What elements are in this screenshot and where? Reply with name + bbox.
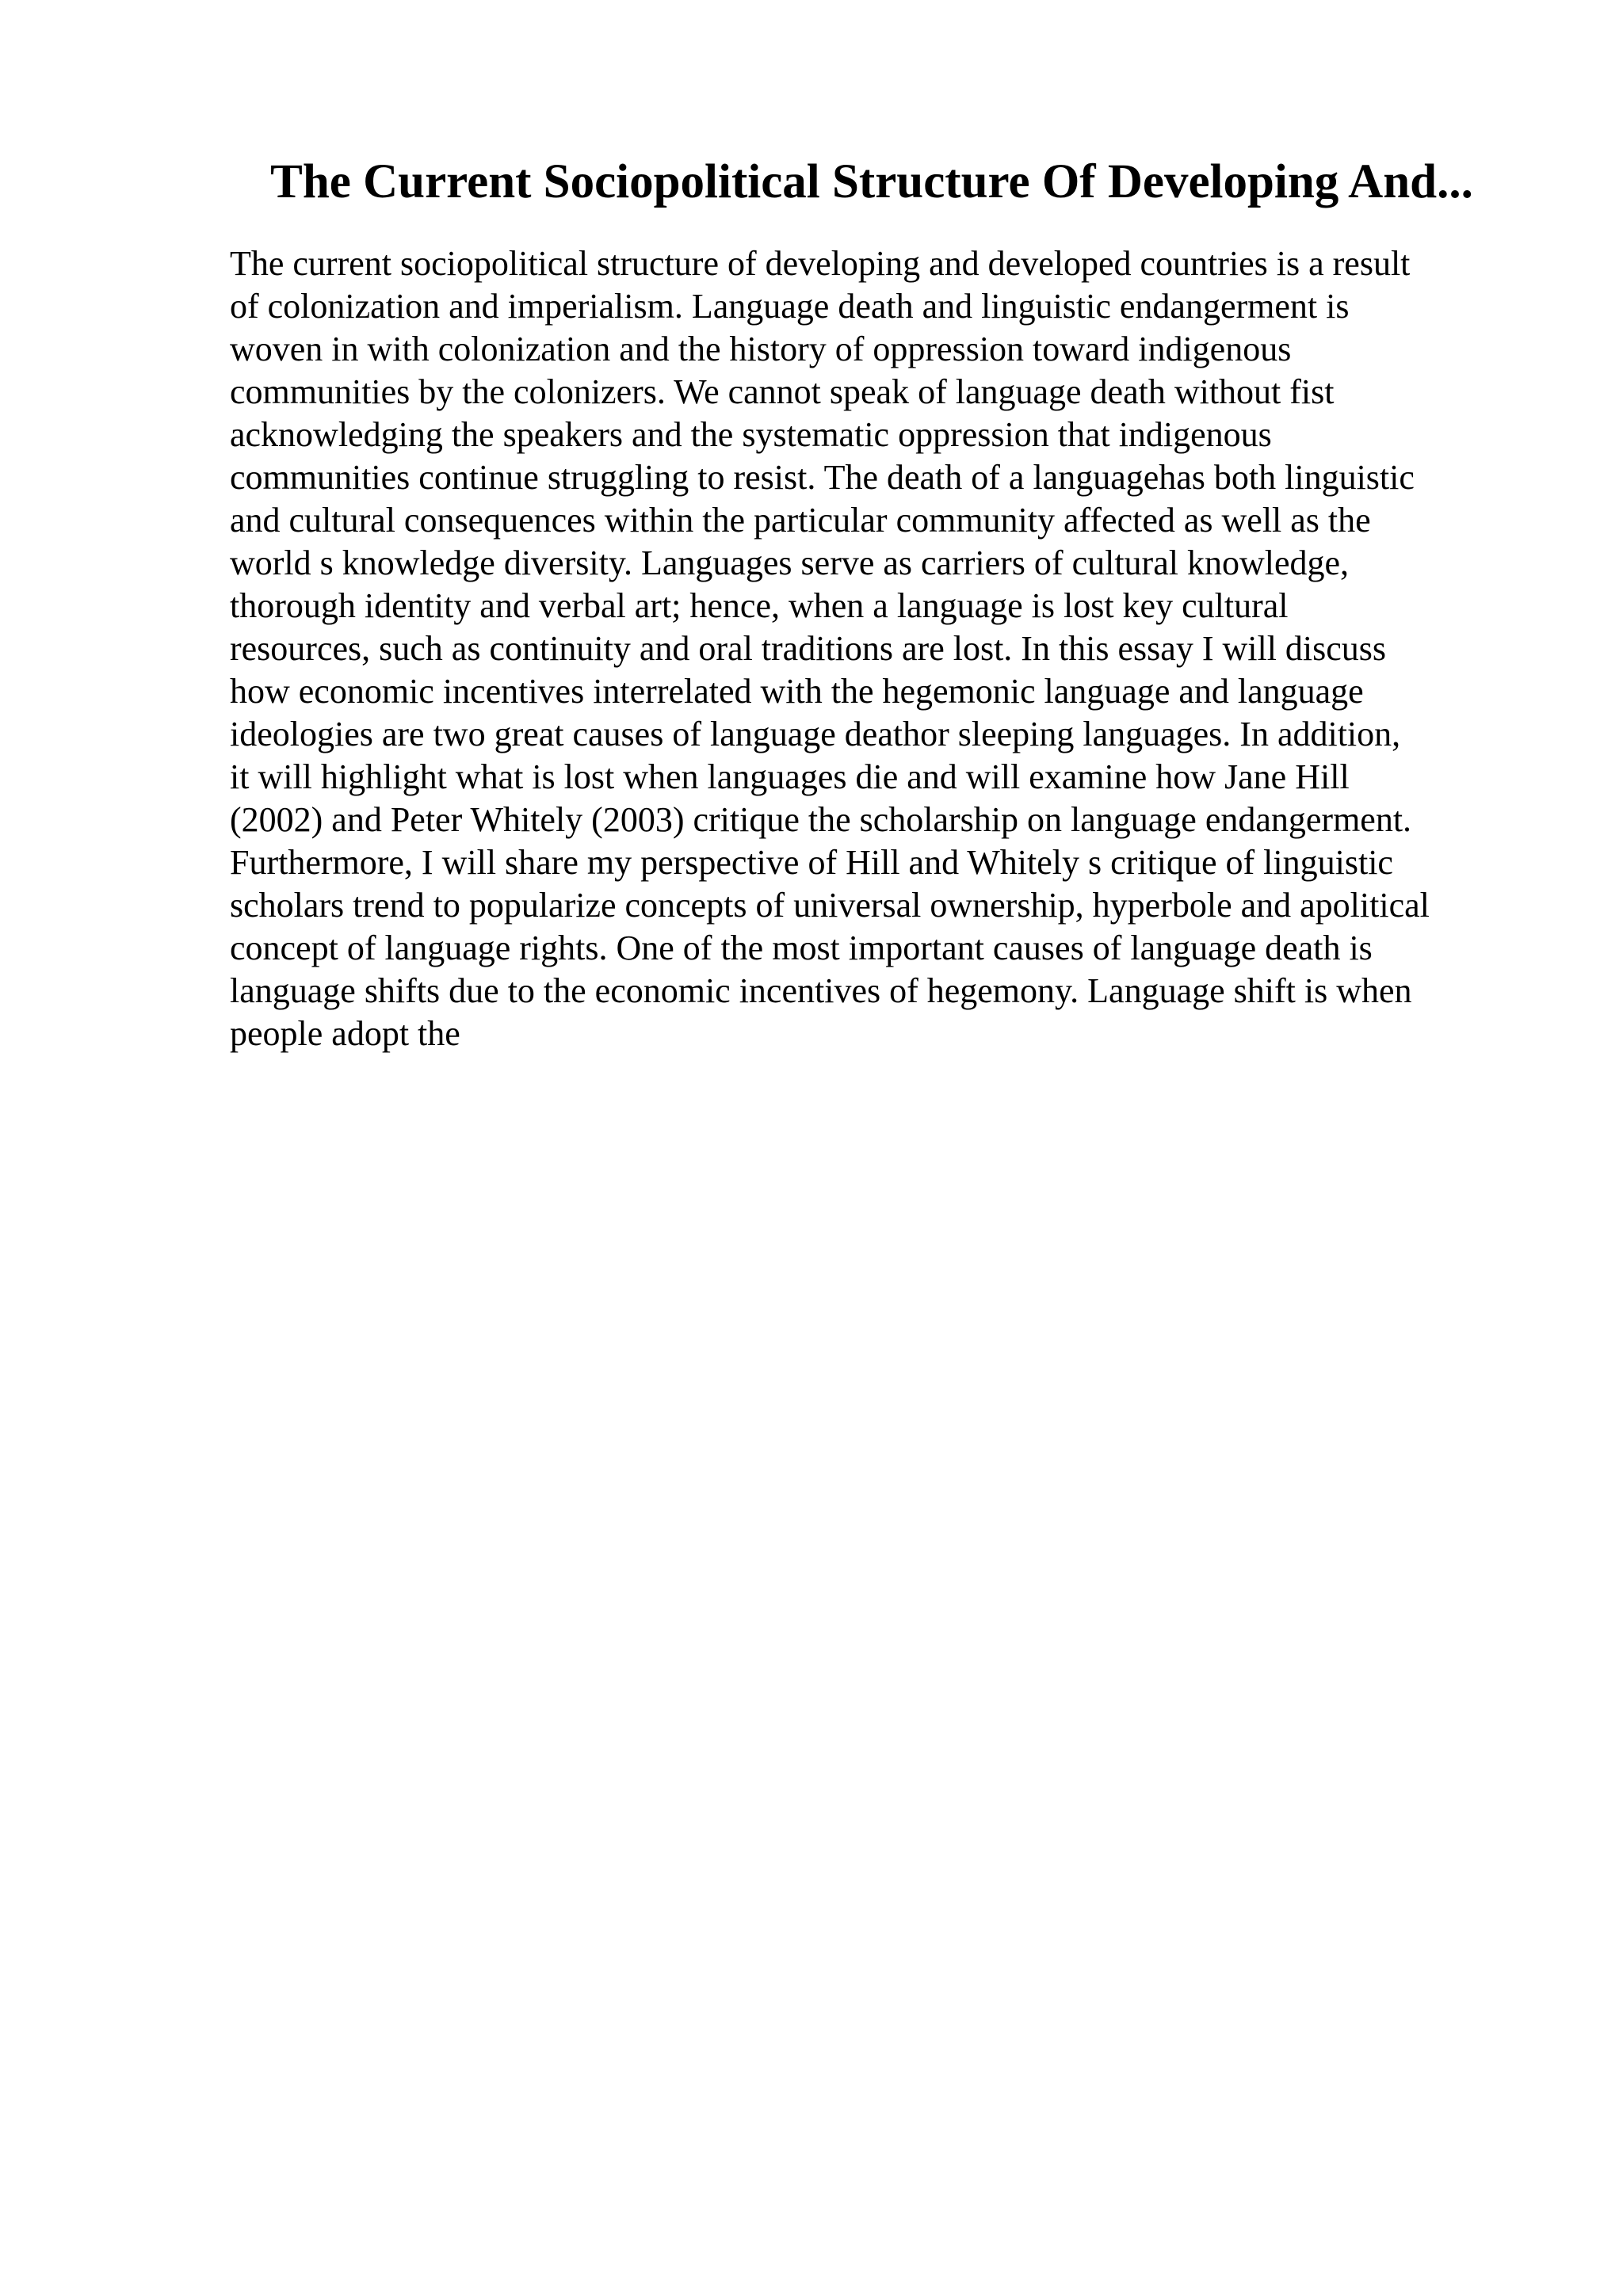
- body-line: of colonization and imperialism. Language death and linguistic endangerment is: [230, 287, 1350, 326]
- body-line: (2002) and Peter Whitely (2003) critique the scholarship on language endangerment.: [230, 800, 1412, 839]
- body-line: communities continue struggling to resist. The death of a languagehas both linguistic: [230, 458, 1415, 497]
- body-line: and cultural consequences within the particular community affected as well as the: [230, 501, 1371, 540]
- body-line: concept of language rights. One of the most important causes of language death is: [230, 929, 1373, 967]
- body-line: scholars trend to popularize concepts of universal ownership, hyperbole and apolitical: [230, 886, 1430, 925]
- body-line: world s knowledge diversity. Languages serve as carriers of cultural knowledge,: [230, 543, 1350, 582]
- body-line: Furthermore, I will share my perspective of Hill and Whitely s critique of linguistic: [230, 843, 1393, 882]
- body-line: woven in with colonization and the history of oppression toward indigenous: [230, 330, 1292, 368]
- body-line: The current sociopolitical structure of developing and developed countries is a result: [230, 244, 1411, 283]
- body-line: language shifts due to the economic incentives of hegemony. Language shift is when: [230, 971, 1412, 1010]
- document-body: [230, 242, 1529, 1055]
- document-title: The Current Sociopolitical Structure Of Developing And...: [270, 155, 1473, 208]
- body-line: ideologies are two great causes of language deathor sleeping languages. In addition,: [230, 715, 1401, 753]
- body-line: how economic incentives interrelated with the hegemonic language and language: [230, 672, 1364, 711]
- body-line: people adopt the: [230, 1014, 460, 1053]
- body-line: thorough identity and verbal art; hence, when a language is lost key cultural: [230, 586, 1289, 625]
- body-line: communities by the colonizers. We cannot speak of language death without fist: [230, 372, 1335, 411]
- body-line: acknowledging the speakers and the systematic oppression that indigenous: [230, 415, 1272, 454]
- body-line: it will highlight what is lost when languages die and will examine how Jane Hill: [230, 757, 1350, 796]
- body-line: resources, such as continuity and oral traditions are lost. In this essay I will discuss: [230, 629, 1387, 668]
